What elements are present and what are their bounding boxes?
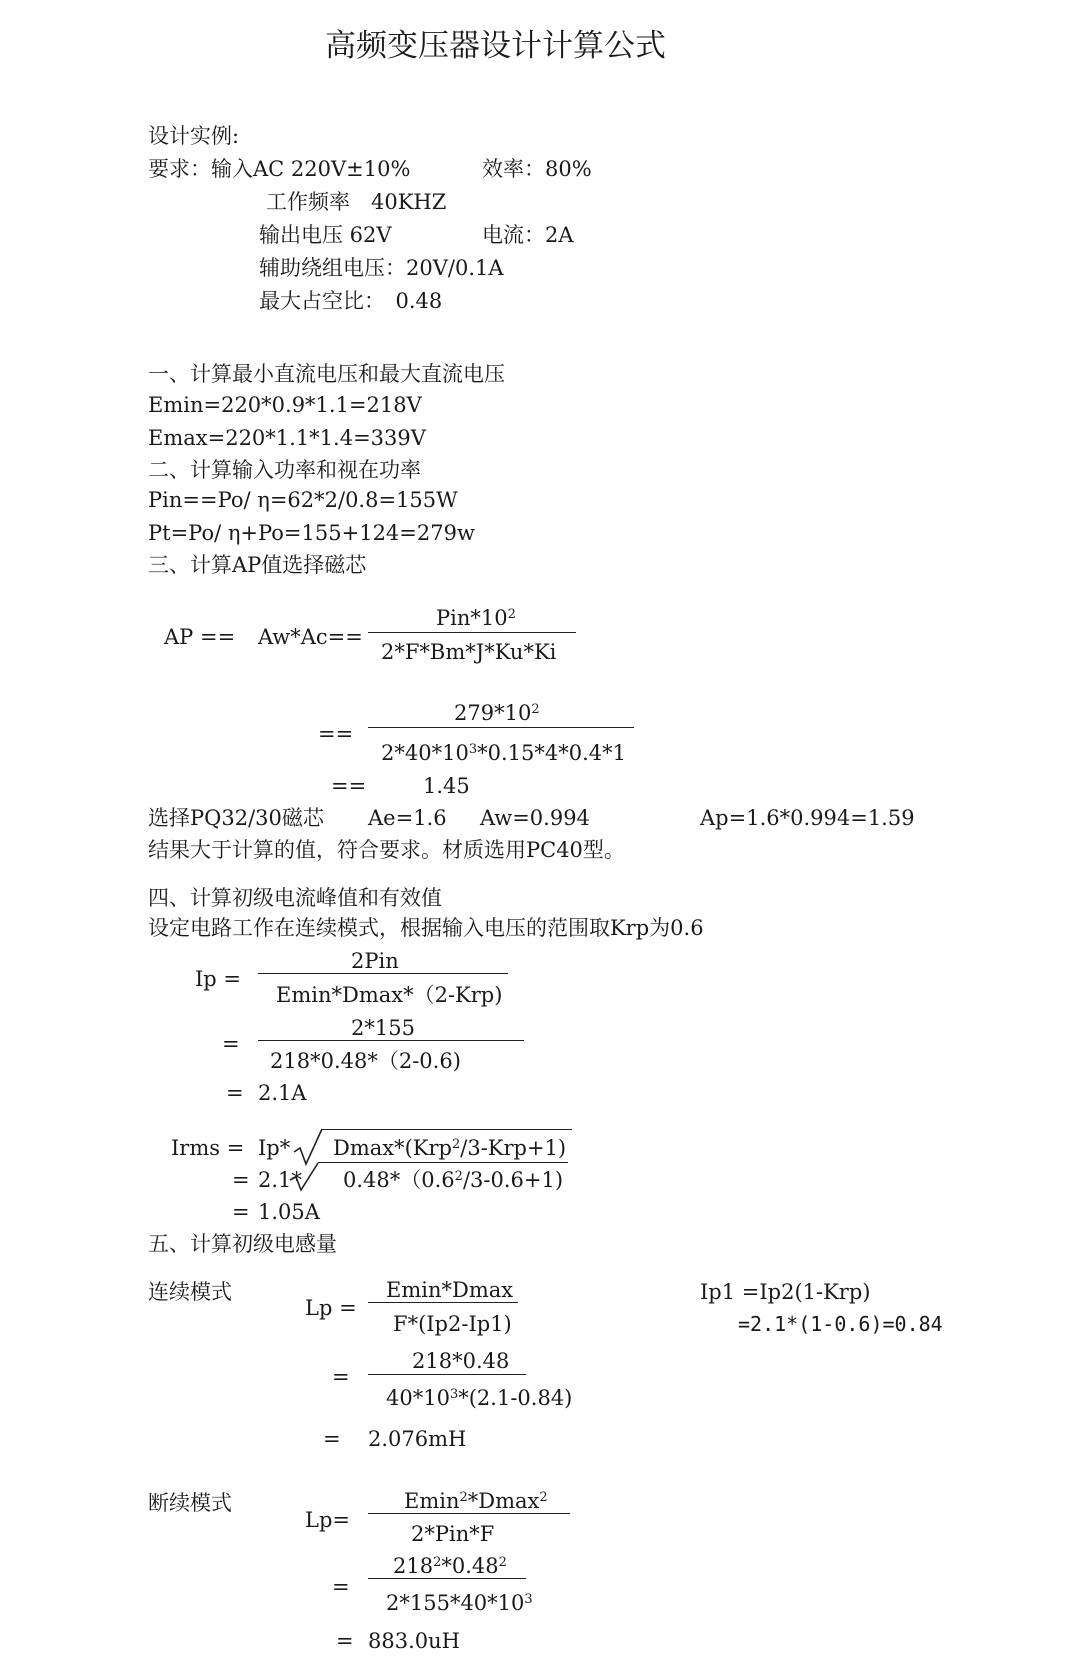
ip-fraction2-denominator: 218*0.48*（2-0.6)	[270, 1049, 461, 1073]
ap-fraction-numerator: $Pin*10^2$	[436, 606, 516, 630]
lp-discontinuous-numerator2: $218^2*0.48^2$	[393, 1554, 507, 1578]
ap-eq3: ==	[331, 774, 367, 798]
ip-eq2: =	[222, 1032, 240, 1056]
ip-fraction2-bar	[258, 1040, 524, 1041]
irms-root-content: Dmax*(Krp$^2$/3-Krp+1)	[333, 1136, 567, 1160]
section-5-heading: 五、计算初级电感量	[148, 1232, 337, 1256]
emin-formula: Emin=220*0.9*1.1=218V	[148, 393, 422, 417]
irms-root2-content: $0.48*(0.6^2/3-0.6+1)$	[343, 1168, 564, 1192]
core-selection: 选择PQ32/30磁芯	[148, 806, 324, 830]
mode-statement: 设定电路工作在连续模式，根据输入电压的范围取Krp为0.6	[148, 916, 704, 940]
ap-result: 1.45	[423, 774, 470, 798]
ap-fraction2-bar	[368, 727, 634, 728]
ip-fraction-denominator: Emin*Dmax*（2-Krp)	[276, 983, 503, 1007]
emax-formula: Emax=220*1.1*1.4=339V	[148, 426, 426, 450]
example-heading: 设计实例:	[148, 124, 240, 148]
irms-mid2: 2.1*	[258, 1168, 302, 1192]
requirement-max-duty: 最大占空比： 0.48	[259, 289, 443, 313]
lp-continuous-bar	[368, 1302, 518, 1303]
discontinuous-mode-label: 断续模式	[148, 1491, 232, 1515]
irms-root-bar	[322, 1129, 572, 1130]
ip1-calc: =2.1*(1-0.6)=0.84	[738, 1312, 943, 1336]
lp-discontinuous-lhs: Lp=	[305, 1508, 350, 1532]
ip-eq3: =	[226, 1081, 244, 1105]
lp-discontinuous-denominator2: $2*155*40*10^3$	[386, 1591, 533, 1615]
ap-eq2: ==	[318, 722, 354, 746]
ip-fraction-bar	[258, 973, 508, 974]
lp-discontinuous-eq3: =	[336, 1629, 354, 1653]
lp-continuous-lhs: Lp =	[305, 1296, 357, 1320]
core-ap: Ap=1.6*0.994=1.59	[700, 806, 915, 830]
lp-continuous-numerator: Emin*Dmax	[386, 1278, 514, 1302]
irms-eq3: =	[232, 1200, 250, 1224]
section-3-heading: 三、计算AP值选择磁芯	[148, 553, 367, 577]
section-1-heading: 一、计算最小直流电压和最大直流电压	[148, 362, 505, 386]
lp-continuous-eq3: =	[323, 1427, 341, 1451]
ip-result: 2.1A	[258, 1081, 307, 1105]
section-2-heading: 二、计算输入功率和视在功率	[148, 458, 421, 482]
requirement-output-voltage: 输出电压 62V	[259, 223, 392, 247]
ap-fraction2-numerator: $279*10^2$	[454, 701, 540, 725]
lp-continuous-bar2	[368, 1374, 526, 1375]
requirement-aux-winding: 辅助绕组电压：20V/0.1A	[259, 256, 504, 280]
lp-discontinuous-bar	[368, 1513, 570, 1514]
continuous-mode-label: 连续模式	[148, 1280, 232, 1304]
requirement-current: 电流：2A	[482, 223, 574, 247]
ip-fraction-numerator: 2Pin	[351, 949, 399, 973]
irms-result: 1.05A	[258, 1200, 320, 1224]
ap-lhs: AP ==	[164, 625, 236, 649]
lp-discontinuous-denominator: 2*Pin*F	[411, 1522, 495, 1546]
core-conclusion: 结果大于计算的值，符合要求。材质选用PC40型。	[148, 838, 625, 862]
irms-mid: Ip*	[258, 1136, 291, 1160]
lp-continuous-denominator2: $40*10^3*(2.1-0.84)$	[386, 1386, 573, 1410]
lp-discontinuous-numerator: Emin$^2$*Dmax$^2$	[404, 1489, 548, 1513]
irms-root2-bar	[318, 1162, 568, 1163]
lp-continuous-numerator2: 218*0.48	[412, 1349, 510, 1373]
ip1-formula: Ip1 =Ip2(1-Krp)	[700, 1280, 871, 1304]
irms-lhs: Irms =	[171, 1136, 245, 1160]
ip-fraction2-numerator: 2*155	[351, 1016, 415, 1040]
ip-lhs: Ip =	[195, 967, 242, 991]
core-aw: Aw=0.994	[480, 806, 590, 830]
core-ae: Ae=1.6	[368, 806, 447, 830]
page-title: 高频变压器设计计算公式	[325, 28, 666, 64]
pin-formula: Pin==Po/ η=62*2/0.8=155W	[148, 488, 458, 512]
requirement-frequency: 工作频率 40KHZ	[266, 190, 447, 214]
lp-discontinuous-result: 883.0uH	[368, 1629, 460, 1653]
ap-fraction-bar	[368, 632, 576, 633]
pt-formula: Pt=Po/ η+Po=155+124=279w	[148, 521, 475, 545]
ap-fraction2-denominator: $2*40*10^3*0.15*4*0.4*1$	[381, 741, 626, 765]
lp-continuous-eq2: =	[332, 1365, 350, 1389]
sqrt-icon	[288, 1160, 322, 1194]
lp-continuous-result: 2.076mH	[368, 1427, 467, 1451]
lp-discontinuous-bar2	[368, 1578, 526, 1579]
ap-fraction-denominator: 2*F*Bm*J*Ku*Ki	[381, 640, 557, 664]
requirement-efficiency: 效率：80%	[482, 157, 592, 181]
requirement-input: 要求：输入AC 220V±10%	[148, 157, 411, 181]
irms-eq2: =	[232, 1168, 250, 1192]
ap-mid: Aw*Ac==	[258, 625, 363, 649]
section-4-heading: 四、计算初级电流峰值和有效值	[148, 886, 442, 910]
lp-discontinuous-eq2: =	[332, 1575, 350, 1599]
lp-continuous-denominator: F*(Ip2-Ip1)	[393, 1312, 512, 1336]
